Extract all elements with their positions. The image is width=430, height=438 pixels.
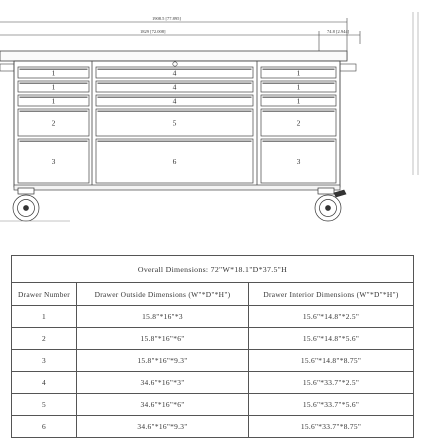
drawer-number-label: 5 <box>172 118 177 128</box>
drawer-fronts <box>18 67 336 183</box>
drawer-number-cell: 3 <box>12 350 77 372</box>
right-side-handle <box>340 64 356 71</box>
lock-icon <box>173 62 177 66</box>
drawer-number-label: 1 <box>296 68 301 78</box>
interior-dimensions-cell: 15.6"*33.7"*5.6" <box>249 394 414 416</box>
interior-dimensions-cell: 15.6"*33.7"*8.75" <box>249 416 414 438</box>
drawer-number-cell: 2 <box>12 328 77 350</box>
overall-width-label: 1908.5 [77.895] <box>152 16 181 21</box>
table-title: Overall Dimensions: 72"W*18.1"D*37.5"H <box>12 256 414 283</box>
drawer-number-label: 4 <box>172 82 177 92</box>
interior-dimensions-cell: 15.6"*14.8"*5.6" <box>249 328 414 350</box>
table-row <box>12 372 414 394</box>
header-drawer-number: Drawer Number <box>12 283 77 306</box>
drawer-number-cell: 1 <box>12 306 77 328</box>
outside-dimensions-cell: 15.8"*16"*6" <box>77 328 249 350</box>
inner-width-label: 1829 [72.008] <box>140 29 166 34</box>
drawer-number-label: 1 <box>51 96 56 106</box>
drawer-number-cell: 6 <box>12 416 77 438</box>
drawer-number-label: 2 <box>51 118 56 128</box>
header-interior-dimensions: Drawer Interior Dimensions (W"*D"*H") <box>249 283 414 306</box>
drawer-number-cell: 4 <box>12 372 77 394</box>
table-row <box>12 328 414 350</box>
table-row <box>12 350 414 372</box>
drawer-number-label: 1 <box>296 82 301 92</box>
caster-right <box>315 188 346 221</box>
drawer-number-label: 6 <box>172 157 177 166</box>
interior-dimensions-cell: 15.6"*33.7"*2.5" <box>249 372 414 394</box>
outside-dimensions-cell: 15.8"*16"*9.3" <box>77 350 249 372</box>
outside-dimensions-cell: 34.6"*16"*9.3" <box>77 416 249 438</box>
dimensions-table <box>11 255 414 438</box>
left-side-handle <box>0 64 14 71</box>
interior-dimensions-cell: 15.6"*14.8"*8.75" <box>249 350 414 372</box>
drawer-number-label: 1 <box>296 96 301 106</box>
drawer-number-cell: 5 <box>12 394 77 416</box>
outside-dimensions-cell: 34.6"*16"*3" <box>77 372 249 394</box>
caster-left <box>13 188 39 221</box>
base-rail <box>14 185 340 190</box>
table-row <box>12 306 414 328</box>
interior-dimensions-cell: 15.6"*14.8"*2.5" <box>249 306 414 328</box>
outside-dimensions-cell: 15.8"*16"*3 <box>77 306 249 328</box>
drawer-number-label: 4 <box>172 68 177 78</box>
drawer-number-label: 4 <box>172 96 177 106</box>
side-dimension-label: 74.8 [2.944] <box>327 29 350 34</box>
drawer-number-label: 1 <box>51 68 56 78</box>
table-row <box>12 416 414 438</box>
drawer-number-label: 3 <box>296 157 301 166</box>
drawer-number-label: 2 <box>296 118 301 128</box>
worktop <box>0 51 347 61</box>
header-outside-dimensions: Drawer Outside Dimensions (W"*D"*H") <box>77 283 249 306</box>
table-row <box>12 394 414 416</box>
drawer-number-label: 1 <box>51 82 56 92</box>
outside-dimensions-cell: 34.6"*16"*6" <box>77 394 249 416</box>
drawer-number-label: 3 <box>51 157 56 166</box>
